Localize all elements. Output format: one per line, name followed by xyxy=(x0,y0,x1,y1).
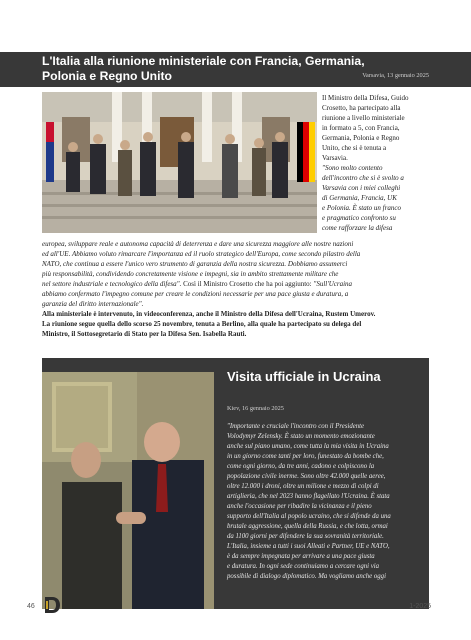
article2-line: come ogni giorno, da tre anni, cadono e colpiscono la xyxy=(227,463,375,470)
article-title-line-2: Polonia e Regno Unito xyxy=(42,69,172,83)
quote-line: garanzia del diritto internazionale". xyxy=(42,300,144,308)
intro-line: Unito, che si è tenuta a xyxy=(322,144,387,152)
quote-line: più responsabilità, condividendo concretamente visione e impegni, sia in ambito strettamente militare che xyxy=(42,270,339,278)
intro-line: Il Ministro della Difesa, Guido xyxy=(322,94,409,102)
page-number: 46 xyxy=(27,603,35,610)
article2-line: anche l'occasione per ribadire la vicinanza e il pieno xyxy=(227,503,372,510)
intro-line: Germania, Polonia e Regno xyxy=(322,134,400,142)
article2-line: artiglieria, che nel 2023 hanno flagellato l'Ucraina. È stata xyxy=(227,493,390,500)
quote-line: abbiamo confermato l'impegno comune per creare le condizioni necessarie per una pace giusta e duratura, a xyxy=(42,290,349,298)
issue-number: 1-2025 xyxy=(409,603,431,610)
magazine-logo-icon xyxy=(42,596,62,614)
quote-start: "Sull'Ucraina xyxy=(313,280,353,288)
article2-line: supporto dell'Italia al popolo ucraino, che si difende da una xyxy=(227,513,391,520)
article2-body xyxy=(227,422,425,582)
quote-line: e Polonia. È stato un franco xyxy=(322,204,401,212)
intro-line: Crosetto, ha partecipato alla xyxy=(322,104,401,112)
article2-line: oltre 12.000 i droni, oltre un milione e mezzo di colpi di xyxy=(227,483,379,490)
article2-line: brutale aggressione, quella della Russia, e che lotta, ormai xyxy=(227,523,388,530)
intro-line: in formato a 5, con Francia, xyxy=(322,124,400,132)
article-dateline: Varsavia, 13 gennaio 2025 xyxy=(362,72,429,79)
article2-title: Visita ufficiale in Ucraina xyxy=(227,369,381,384)
summary-line: Alla ministeriale è intervenuto, in videoconferenza, anche il Ministro della Difesa dell'Ucraina, Rustem Umerov. xyxy=(42,310,376,318)
quote-line: come rafforzare la difesa xyxy=(322,224,393,232)
quote-end: nel settore industriale e tecnologico della difesa". xyxy=(42,280,182,288)
summary-line: Ministro, il Sottosegretario di Stato per la Difesa Sen. Isabella Rauti. xyxy=(42,330,247,338)
ministers-group-photo xyxy=(42,92,317,233)
article2-line: possibile di dialogo diplomatico. Ma vogliamo anche oggi xyxy=(227,573,386,580)
article2-dateline: Kiev, 16 gennaio 2025 xyxy=(227,405,284,412)
quote-line: di Germania, Francia, UK xyxy=(322,194,397,202)
quote-line: "Sono molto contento xyxy=(322,164,383,172)
article-intro-column xyxy=(322,93,430,233)
article2-line: e duratura. In ogni sede continuiamo a cercare ogni via xyxy=(227,563,380,570)
article2-line: da 1100 giorni per difendere la sua sovranità territoriale. xyxy=(227,533,384,540)
article-title-line-1: L'Italia alla riunione ministeriale con Francia, Germania, xyxy=(42,54,365,68)
handshake-photo-graphic xyxy=(42,372,214,609)
article-body xyxy=(42,239,430,339)
quote-line: Varsavia con i miei colleghi xyxy=(322,184,401,192)
article2-line: popolazione civile inerme. Sono oltre 42.000 quelle aeree, xyxy=(227,473,386,480)
quote-line: NATO, che continua a essere l'unico vero strumento di garanzia della nostra sicurezza. Dobbiamo assumerci xyxy=(42,260,348,268)
quote-line: dell'incontro che si è svolto a xyxy=(322,174,404,182)
article2-line: L'Italia, insieme a tutti i suoi Alleati e Partner, UE e NATO, xyxy=(227,543,390,550)
summary-line: La riunione segue quella dello scorso 25 novembre, tenuta a Berlino, alla quale ha partecipato su delega del xyxy=(42,320,362,328)
article2-line: è da sempre impegnata per arrivare a una pace giusta xyxy=(227,553,375,560)
quote-line: europea, sviluppare reale e autonoma capacità di deterrenza e dare una sicurezza maggiore alle nostre nazioni xyxy=(42,240,354,248)
article2-line: Volodymyr Zelensky. È stato un momento emozionante xyxy=(227,433,375,440)
handshake-photo xyxy=(42,372,214,609)
quote-line: e pragmatico confronto su xyxy=(322,214,396,222)
quote-line: ed all'UE. Abbiamo voluto rimarcare l'importanza ed il ruolo strategico dell'Europa, come secondo pilastro della xyxy=(42,250,361,258)
mixed-line xyxy=(42,279,430,289)
intro-line: Varsavia. xyxy=(322,154,348,162)
article2-line: in un giorno come tanti per loro, funestato da bombe che, xyxy=(227,453,384,460)
article2-line: "Importante e cruciale l'incontro con il Presidente xyxy=(227,423,365,430)
article-title-banner xyxy=(0,52,471,87)
intro-line: riunione a livello ministeriale xyxy=(322,114,405,122)
ministers-group-photo-graphic xyxy=(42,92,317,233)
article2-line: anche sul piano umano, come tutta la mia visita in Ucraina xyxy=(227,443,389,450)
narration: Così il Ministro Crosetto che ha poi aggiunto: xyxy=(181,280,314,288)
